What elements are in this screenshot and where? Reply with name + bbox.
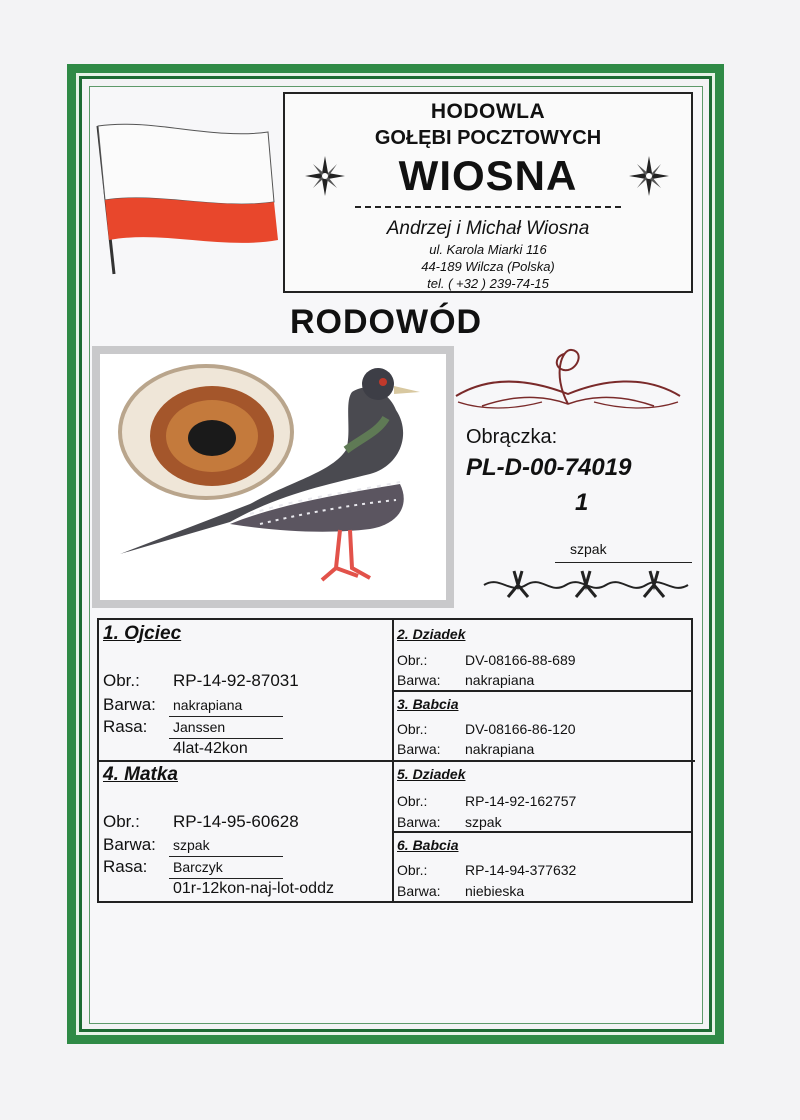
gf-maternal-color: szpak bbox=[465, 814, 502, 830]
mother-ring-label: Obr.: bbox=[103, 812, 140, 831]
phone-number: tel. ( +32 ) 239-74-15 bbox=[427, 276, 549, 291]
mother-title: 4. Matka bbox=[103, 764, 178, 785]
gm-maternal-color-label: Barwa: bbox=[397, 883, 441, 899]
grandfather-maternal-title: 5. Dziadek bbox=[397, 766, 466, 782]
gm-paternal-ring-label: Obr.: bbox=[397, 721, 428, 737]
ring-label: Obrączka: bbox=[466, 426, 558, 448]
street-address: ul. Karola Miarki 116 bbox=[429, 242, 547, 257]
polish-flag-icon bbox=[92, 118, 282, 278]
document-title: RODOWÓD bbox=[290, 303, 483, 341]
gm-paternal-ring: DV-08166-86-120 bbox=[465, 721, 576, 737]
grandmother-maternal-title: 6. Babcia bbox=[397, 837, 459, 853]
father-notes: 4lat-42kon bbox=[173, 740, 248, 757]
gm-maternal-color: niebieska bbox=[465, 883, 525, 899]
grandfather-paternal-title: 2. Dziadek bbox=[397, 626, 466, 642]
header-line2: GOŁĘBI POCZTOWYCH bbox=[374, 127, 602, 149]
gf-paternal-color-label: Barwa: bbox=[397, 672, 441, 688]
pigeon-photo bbox=[92, 346, 454, 608]
gm-paternal-color: nakrapiana bbox=[465, 741, 535, 757]
mother-breed: Barczyk bbox=[173, 859, 223, 875]
loft-name: WIOSNA bbox=[398, 152, 578, 199]
mother-breed-label: Rasa: bbox=[103, 857, 148, 876]
gf-paternal-color: nakrapiana bbox=[465, 672, 535, 688]
father-color: nakrapiana bbox=[173, 697, 243, 713]
dashed-divider bbox=[355, 206, 621, 208]
compass-star-icon bbox=[299, 154, 351, 198]
mother-ring: RP-14-95-60628 bbox=[173, 812, 299, 831]
header-line1: HODOWLA bbox=[430, 100, 546, 123]
pigeon-eye-photo bbox=[120, 366, 292, 498]
loft-header bbox=[283, 92, 693, 293]
gf-paternal-ring: DV-08166-88-689 bbox=[465, 652, 576, 668]
pedigree-table bbox=[97, 618, 693, 903]
father-title: 1. Ojciec bbox=[103, 623, 182, 644]
father-breed: Janssen bbox=[173, 719, 226, 735]
bird-color: szpak bbox=[570, 541, 607, 557]
gf-maternal-ring: RP-14-92-162757 bbox=[465, 793, 577, 809]
grandmother-paternal-title: 3. Babcia bbox=[397, 696, 459, 712]
owner-names: Andrzej i Michał Wiosna bbox=[386, 218, 590, 239]
gm-maternal-ring-label: Obr.: bbox=[397, 862, 428, 878]
flourish-ornament bbox=[452, 344, 684, 422]
flourish-ornament bbox=[480, 567, 692, 601]
gf-paternal-ring-label: Obr.: bbox=[397, 652, 428, 668]
gf-maternal-color-label: Barwa: bbox=[397, 814, 441, 830]
father-color-label: Barwa: bbox=[103, 695, 156, 714]
gm-paternal-color-label: Barwa: bbox=[397, 741, 441, 757]
city-address: 44-189 Wilcza (Polska) bbox=[421, 259, 555, 274]
gf-maternal-ring-label: Obr.: bbox=[397, 793, 428, 809]
mother-notes: 01r-12kon-naj-lot-oddz bbox=[173, 880, 334, 897]
mother-color: szpak bbox=[173, 837, 210, 853]
compass-star-icon bbox=[623, 154, 675, 198]
underline bbox=[555, 562, 692, 563]
father-breed-label: Rasa: bbox=[103, 717, 148, 736]
ring-sub-number: 1 bbox=[575, 489, 589, 516]
father-ring-label: Obr.: bbox=[103, 671, 140, 690]
gm-maternal-ring: RP-14-94-377632 bbox=[465, 862, 577, 878]
mother-color-label: Barwa: bbox=[103, 835, 156, 854]
father-ring: RP-14-92-87031 bbox=[173, 671, 299, 690]
ring-number: PL-D-00-74019 bbox=[466, 454, 632, 481]
